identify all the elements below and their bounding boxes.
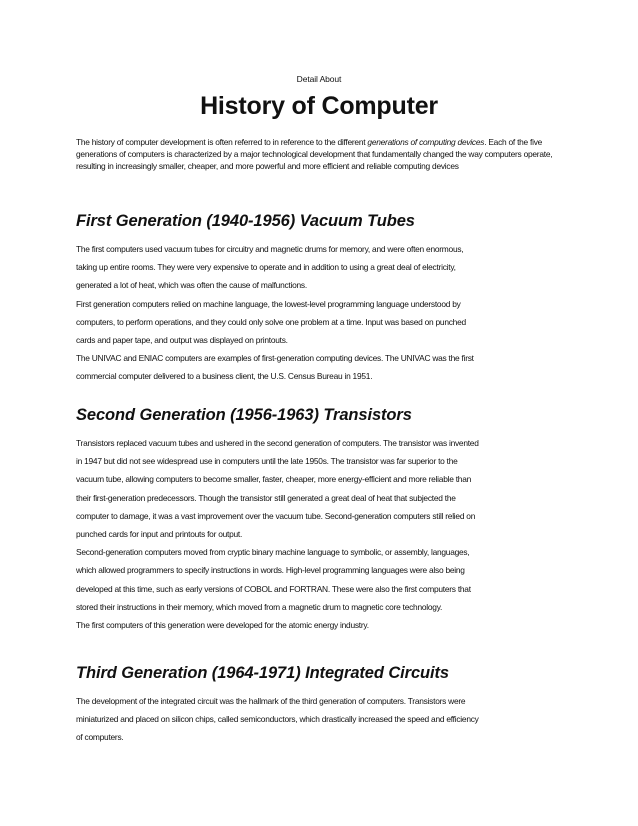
body-line: Second-generation computers moved from cryptic binary machine language to symbolic, or assembly, languages, [76,547,470,558]
body-line: their first-generation predecessors. Though the transistor still generated a great deal of heat that subjected the [76,492,456,503]
body-line: The first computers of this generation were developed for the atomic energy industry. [76,619,369,630]
section-body-third-generation [76,694,568,749]
header-label: Detail About [296,74,342,84]
intro-text-after: . Each of the five generations of computers is characterized by a major technological development that fundamentally changed the way computers operate, resulting in increasingly smaller, cheaper, and more powerful and more efficient and reliable computing devices [76,137,553,171]
body-line: computers, to perform operations, and they could only solve one problem at a time. Input was based on punched [76,316,466,327]
body-line: taking up entire rooms. They were very expensive to operate and in addition to using a great deal of electricity, [76,262,456,273]
section-title-third-generation: Third Generation (1964-1971) Integrated Circuits [76,664,449,682]
body-line: The UNIVAC and ENIAC computers are examples of first-generation computing devices. The UNIVAC was the first [76,353,474,364]
section-title-second-generation: Second Generation (1956-1963) Transistors [76,406,412,424]
body-line: in 1947 but did not see widespread use in computers until the late 1950s. The transistor was far superior to the [76,456,458,467]
body-line: computer to damage, it was a vast improvement over the vacuum tube. Second-generation computers still relied on [76,510,476,521]
body-line: punched cards for input and printouts for output. [76,528,243,539]
body-line: The first computers used vacuum tubes for circuitry and magnetic drums for memory, and were often enormous, [76,244,464,254]
section-title-first-generation: First Generation (1940-1956) Vacuum Tubes [76,212,415,230]
intro-paragraph [76,136,566,172]
body-line: The development of the integrated circuit was the hallmark of the third generation of computers. Transistors were [76,696,466,706]
body-line: which allowed programmers to specify instructions in words. High-level programming languages were also being [76,565,465,576]
body-line: stored their instructions in their memory, which moved from a magnetic drum to magnetic core technology. [76,601,443,612]
section-body-first-generation [76,242,568,388]
body-line: vacuum tube, allowing computers to become smaller, faster, cheaper, more energy-efficient and more reliable than [76,474,472,485]
body-line: cards and paper tape, and output was displayed on printouts. [76,334,288,345]
intro-italic-phrase: generations of computing devices [367,137,485,147]
body-line: commercial computer delivered to a business client, the U.S. Census Bureau in 1951. [76,371,373,382]
body-line: developed at this time, such as early versions of COBOL and FORTRAN. These were also the first computers that [76,583,471,594]
section-body-second-generation [76,436,568,636]
body-line: Transistors replaced vacuum tubes and ushered in the second generation of computers. The transistor was invented [76,438,479,448]
intro-text-before: The history of computer development is often referred to in reference to the different [76,137,368,147]
body-line: of computers. [76,732,124,743]
body-line: miniaturized and placed on silicon chips, called semiconductors, which drastically increased the speed and efficiency [76,714,479,725]
body-line: generated a lot of heat, which was often the cause of malfunctions. [76,280,307,291]
body-line: First generation computers relied on machine language, the lowest-level programming language understood by [76,298,461,309]
page-title: History of Computer [200,92,438,120]
